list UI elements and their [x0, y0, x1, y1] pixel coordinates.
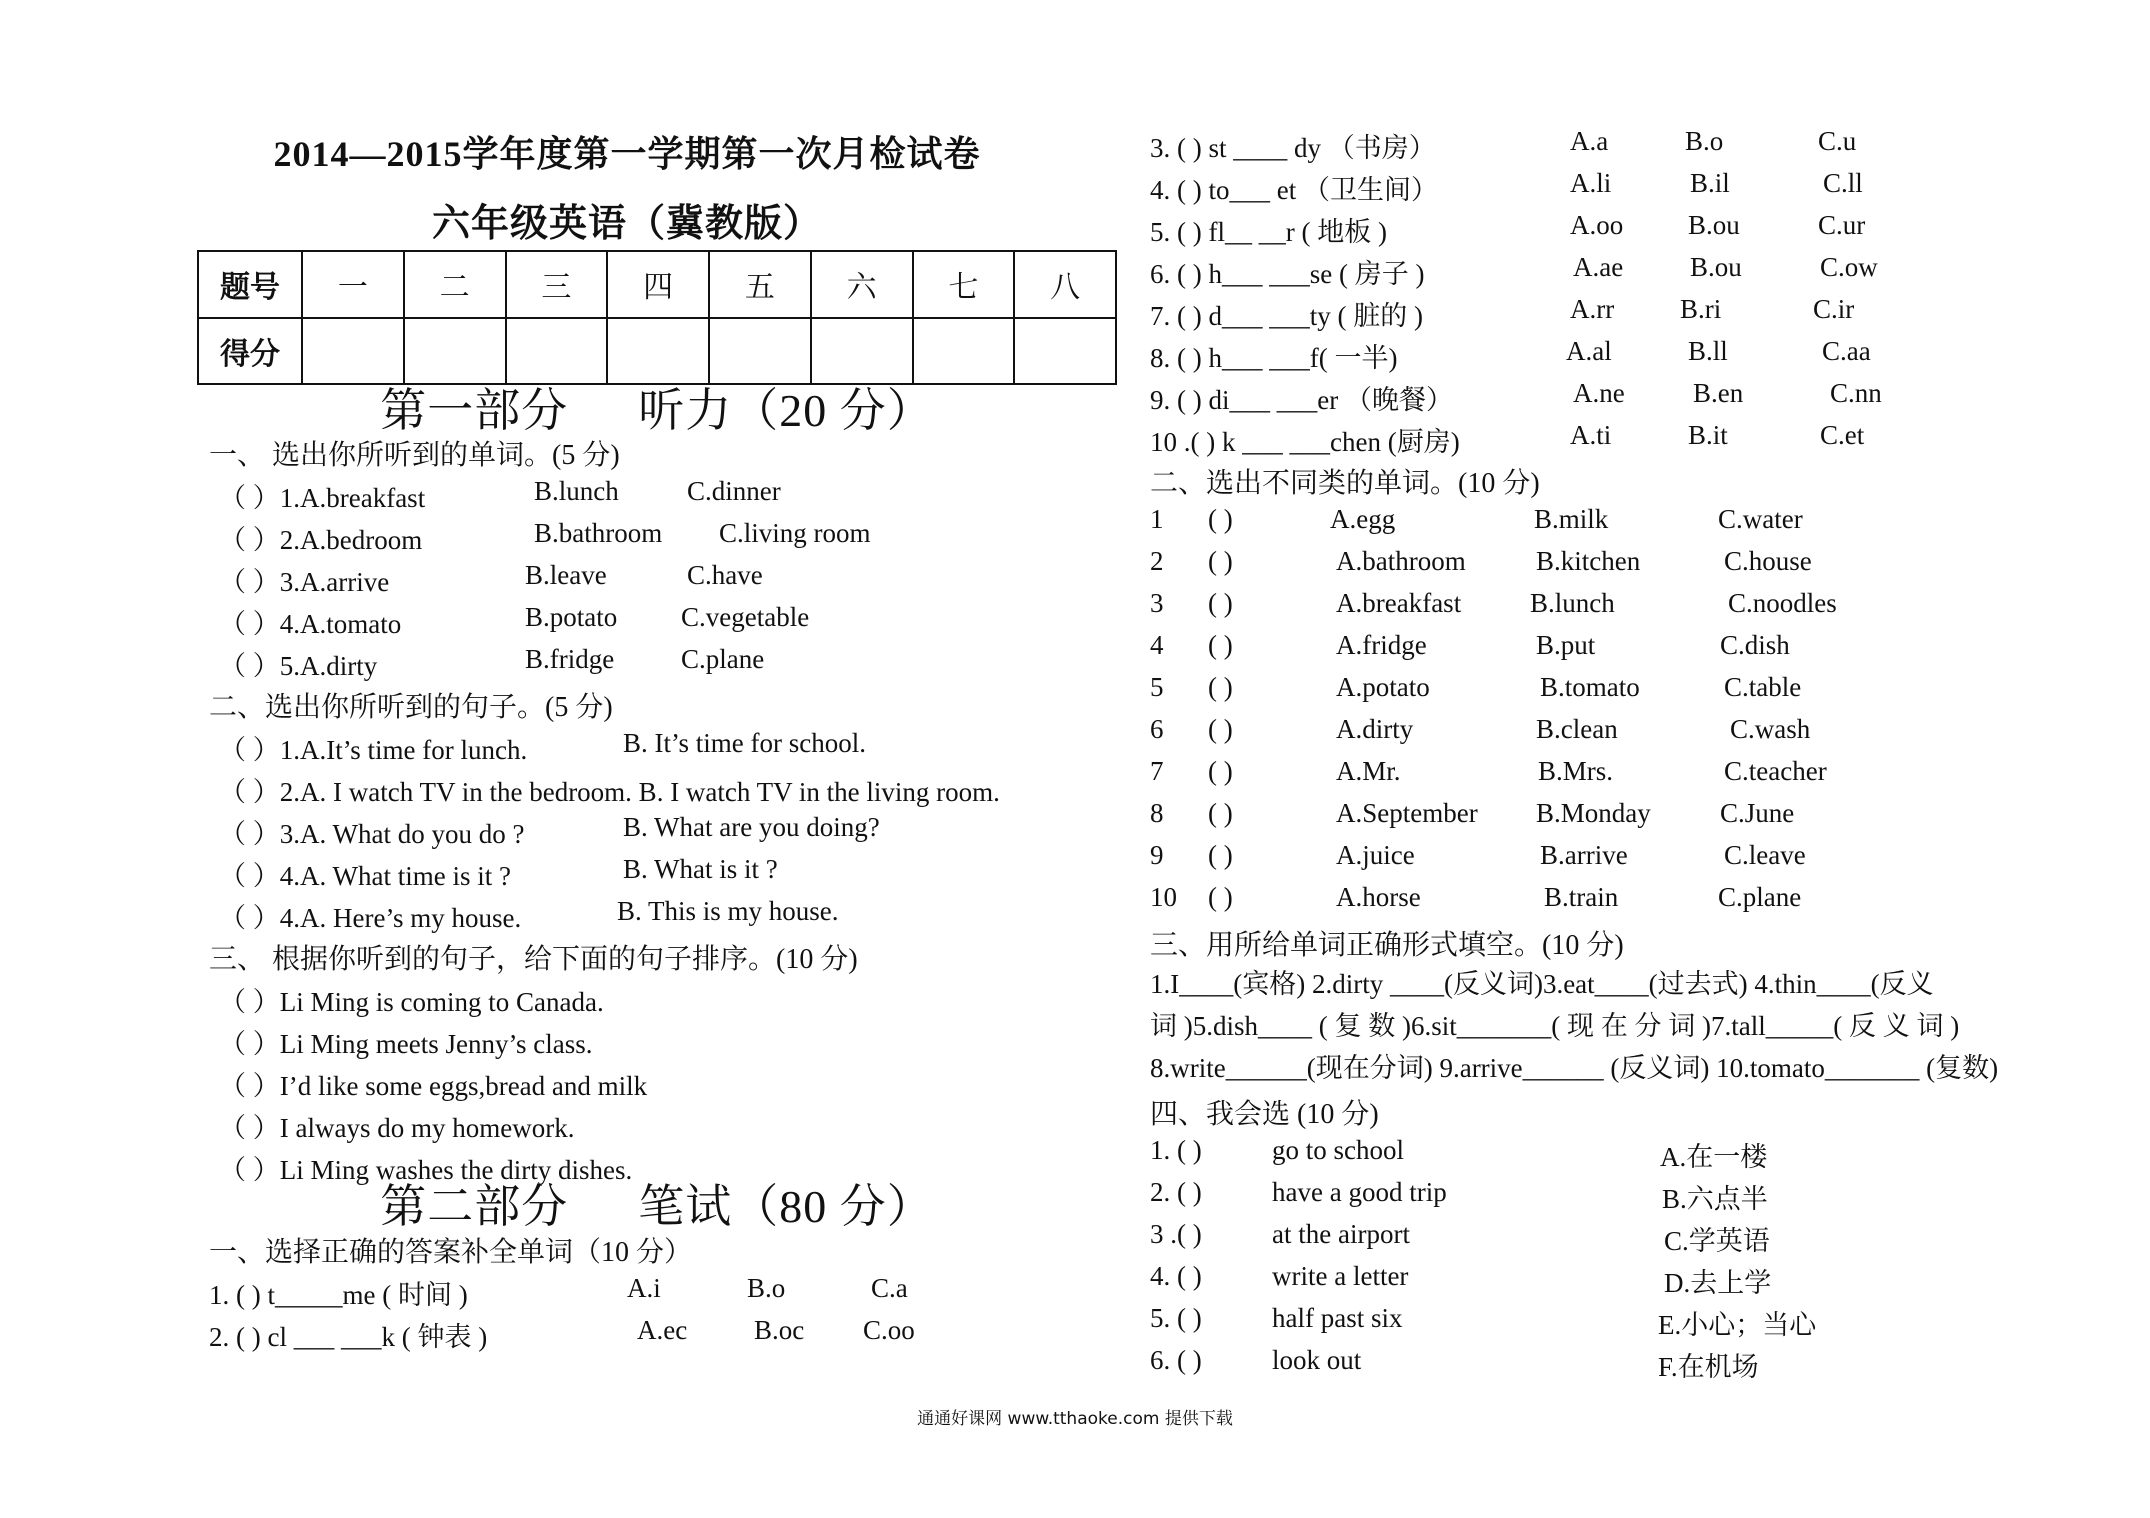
fill-in-line-1: 1.I____(宾格) 2.dirty ____(反义词)3.eat____(过去式) 4.thin____(反义	[1150, 969, 1934, 999]
score-cell: 五	[709, 251, 811, 318]
part-one-title: 听力（20 分）	[638, 385, 934, 436]
written-section-4-heading: 四、我会选 (10 分)	[1150, 1099, 1379, 1130]
list-item: （ ）I’d like some eggs,bread and milk	[219, 1071, 648, 1101]
score-cell: 七	[913, 251, 1015, 318]
listening-section-3-heading: 三、 根据你听到的句子，给下面的句子排序。(10 分)	[209, 944, 858, 975]
written-section-3-heading: 三、用所给单词正确形式填空。(10 分)	[1150, 930, 1624, 961]
score-cell: 八	[1014, 251, 1116, 318]
part-two-label: 第二部分	[380, 1181, 569, 1232]
footer-credit: 通通好课网 www.tthaoke.com 提供下载	[917, 1409, 1233, 1429]
listening-section-2-heading: 二、选出你所听到的句子。(5 分)	[209, 692, 613, 723]
part-one-label: 第一部分	[380, 385, 569, 436]
written-section-2-heading: 二、选出不同类的单词。(10 分)	[1150, 468, 1540, 499]
fill-in-line-2: 词 )5.dish____ ( 复 数 )6.sit_______( 现 在 分 词 )7.tall_____( 反 义 词 )	[1150, 1011, 1960, 1041]
score-table	[197, 250, 1117, 385]
score-table-header-row	[198, 251, 1116, 318]
fill-in-line-3: 8.write______(现在分词) 9.arrive______ (反义词) 10.tomato_______ (复数)	[1150, 1053, 1999, 1083]
part-two-heading	[197, 1170, 1117, 1236]
score-cell: 得分	[198, 318, 302, 385]
list-item: （ ）Li Ming is coming to Canada.	[219, 987, 604, 1017]
list-item: （ ）Li Ming meets Jenny’s class.	[219, 1029, 593, 1059]
score-cell: 六	[811, 251, 913, 318]
score-cell: 题号	[198, 251, 302, 318]
listening-section-1-heading: 一、 选出你所听到的单词。(5 分)	[209, 440, 620, 471]
part-one-heading	[197, 374, 1117, 440]
written-section-1-heading: 一、选择正确的答案补全单词（10 分）	[209, 1237, 693, 1268]
score-cell: 一	[302, 251, 404, 318]
exam-subtitle: 六年级英语（冀教版）	[431, 203, 822, 245]
part-two-title: 笔试（80 分）	[638, 1181, 934, 1232]
exam-title: 2014—2015学年度第一学期第一次月检试卷	[273, 134, 981, 174]
score-cell: 二	[404, 251, 506, 318]
score-cell: 三	[506, 251, 608, 318]
list-item: （ ）I always do my homework.	[219, 1113, 575, 1143]
score-cell: 四	[607, 251, 709, 318]
list-item: （ ）Li Ming washes the dirty dishes.	[219, 1155, 633, 1185]
